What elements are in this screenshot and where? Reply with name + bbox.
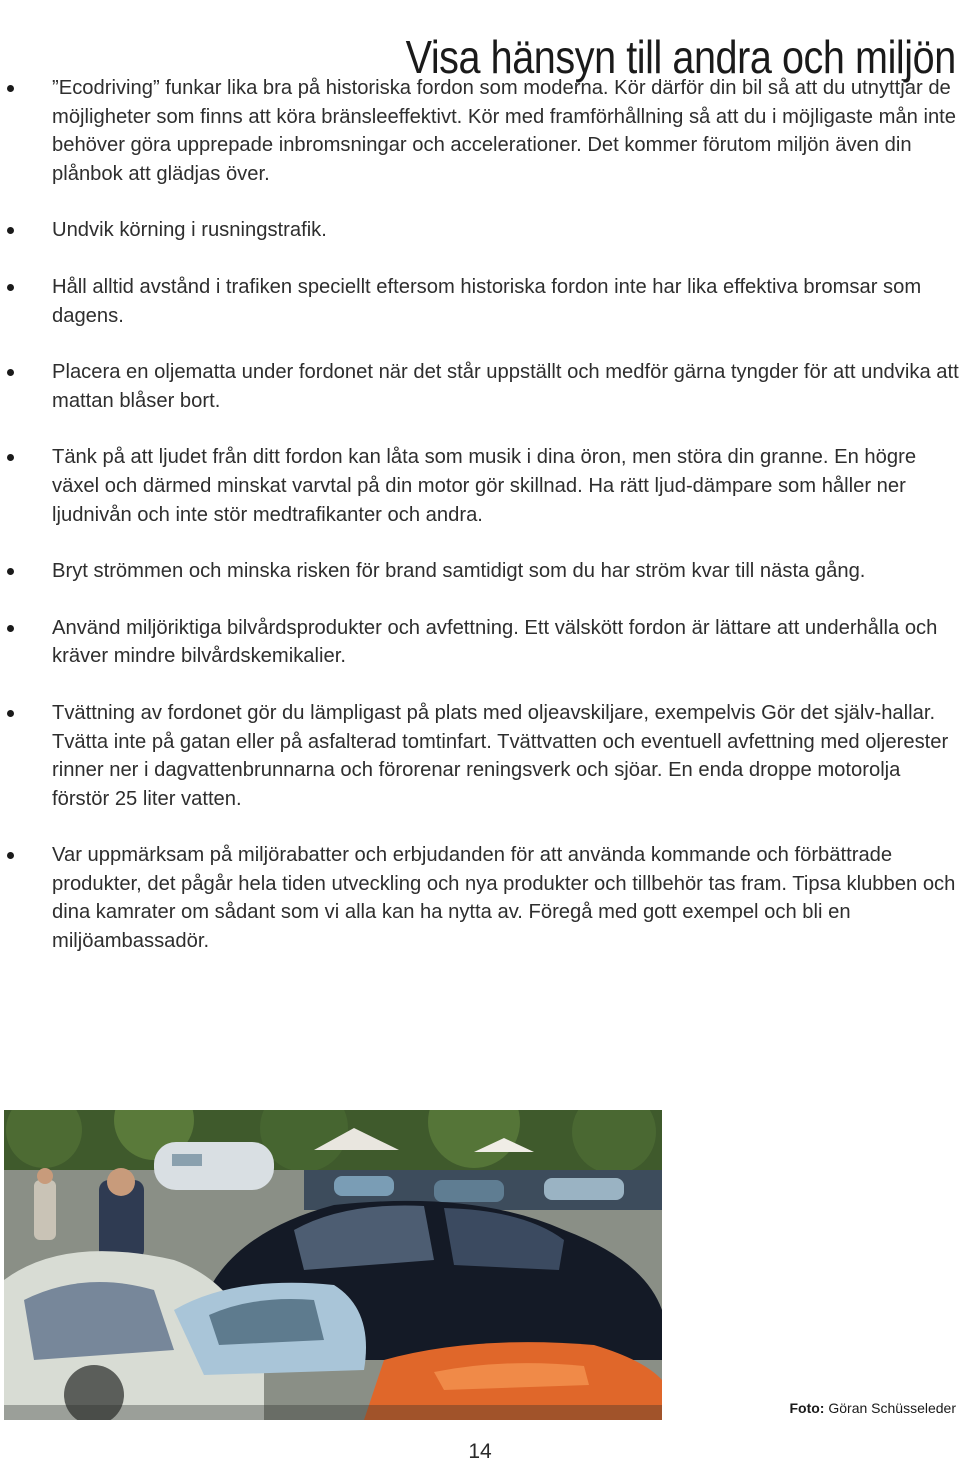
- bullet-icon: [7, 454, 14, 461]
- car-show-photo: [4, 1110, 662, 1420]
- photo-credit-label: Foto:: [789, 1400, 825, 1416]
- bullet-text: Bryt strömmen och minska risken för brand samtidigt som du har ström kvar till nästa gång.: [52, 560, 866, 583]
- car-show-illustration: [4, 1110, 662, 1420]
- bullet-item: [0, 443, 960, 529]
- bullet-text: Undvik körning i rusningstrafik.: [52, 219, 327, 242]
- bullet-text: Använd miljöriktiga bilvårdsprodukter och avfettning. Ett välskött fordon är lättare att underhålla och kräver mindre bilvårdskemikalier.: [52, 616, 938, 668]
- bullet-item: [0, 358, 960, 415]
- bullet-text: Håll alltid avstånd i trafiken speciellt eftersom historiska fordon inte har lika effektiva bromsar som dagens.: [52, 275, 922, 327]
- page-title: Visa hänsyn till andra och miljön: [405, 30, 956, 83]
- bullet-item: [0, 614, 960, 671]
- bullet-item: [0, 841, 960, 955]
- bullet-text: ”Ecodriving” funkar lika bra på historiska fordon som moderna. Kör därför din bil så att du utnyttjar de möjligheter som finns att köra bränsleeffektivt. Kör med framförhållning så att du i möjligaste mån inte behöver göra upprepade inbromsningar och accelerationer. Det kommer förutom miljön även din plånbok att glädjas över.: [52, 77, 957, 185]
- photo-credit-name: Göran Schüsseleder: [828, 1400, 956, 1416]
- bullet-icon: [7, 369, 14, 376]
- bullet-item: [0, 557, 960, 586]
- bullet-item: [0, 74, 960, 188]
- page-number: 14: [468, 1440, 492, 1463]
- bullet-item: [0, 216, 960, 245]
- bullet-icon: [7, 625, 14, 632]
- bullet-text: Tänk på att ljudet från ditt fordon kan låta som musik i dina öron, men störa din granne. En högre växel och därmed minskat varvtal på din motor gör skillnad. Ha rätt ljud-dämpare som håller ner ljudnivån och inte stör medtrafikanter och andra.: [52, 446, 917, 526]
- bullet-item: [0, 699, 960, 813]
- bullet-icon: [7, 227, 14, 234]
- person: [34, 1180, 56, 1240]
- bullet-text: Var uppmärksam på miljörabatter och erbjudanden för att använda kommande och förbättrade produkter, det pågår hela tiden utveckling och nya produkter och tillbehör tas fram. Tipsa klubben och dina kamrater om sådant som vi alla kan ha nytta av. Föregå med gott exempel och bli en miljöambassadör.: [52, 844, 956, 953]
- bullet-icon: [7, 710, 14, 717]
- bullet-text: Tvättning av fordonet gör du lämpligast på plats med oljeavskiljare, exempelvis Gör det själv-hallar. Tvätta inte på gatan eller på asfalterad tomtinfart. Tvättvatten och eventuell avfettning med oljerester rinner ner i dagvattenbrunnarna och förorenar reningsverk och sjöar. En enda droppe motorolja förstör 25 liter vatten.: [52, 701, 949, 810]
- bullet-icon: [7, 85, 14, 92]
- photo-credit: [789, 1400, 956, 1416]
- bullet-icon: [7, 284, 14, 291]
- bullet-icon: [7, 852, 14, 859]
- bullet-item: [0, 273, 960, 330]
- bullet-icon: [7, 568, 14, 575]
- bullet-list: [0, 74, 960, 984]
- bullet-text: Placera en oljematta under fordonet när det står uppställt och medför gärna tyngder för att undvika att mattan blåser bort.: [52, 361, 959, 412]
